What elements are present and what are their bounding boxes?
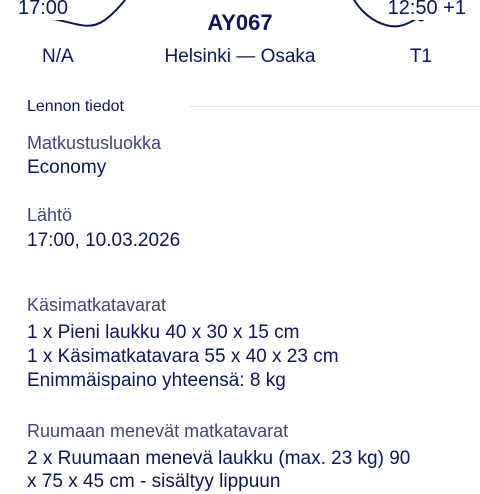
cabin-baggage-line: 1 x Käsimatkatavara 55 x 40 x 23 cm xyxy=(27,346,339,367)
travel-class-value: Economy xyxy=(27,157,107,178)
cabin-baggage-label: Käsimatkatavarat xyxy=(27,295,167,315)
checked-baggage-field xyxy=(27,420,480,494)
section-divider xyxy=(190,106,480,107)
checked-baggage-line: 2 x Ruumaan menevä laukku (max. 23 kg) 90 xyxy=(27,448,411,469)
checked-baggage-line: x 75 x 45 cm - sisältyy lippuun xyxy=(27,471,281,492)
departure-field xyxy=(27,204,480,253)
cabin-baggage-field xyxy=(27,294,480,393)
flight-number: AY067 xyxy=(207,10,273,35)
cabin-baggage-line: Enimmäispaino yhteensä: 8 kg xyxy=(27,370,286,391)
checked-baggage-label: Ruumaan menevät matkatavarat xyxy=(27,421,289,441)
cabin-baggage-line: 1 x Pieni laukku 40 x 30 x 15 cm xyxy=(27,322,300,343)
departure-terminal: N/A xyxy=(42,46,74,67)
arrival-terminal: T1 xyxy=(409,46,432,67)
departure-value: 17:00, 10.03.2026 xyxy=(27,230,181,251)
departure-label: Lähtö xyxy=(27,205,73,225)
section-title: Lennon tiedot xyxy=(27,98,124,115)
departure-time: 17:00 xyxy=(18,0,72,20)
travel-class-label: Matkustusluokka xyxy=(27,133,162,153)
arrival-time: 12:50 +1 xyxy=(384,0,466,20)
flight-route: Helsinki — Osaka xyxy=(164,46,316,67)
travel-class-field xyxy=(27,132,480,180)
